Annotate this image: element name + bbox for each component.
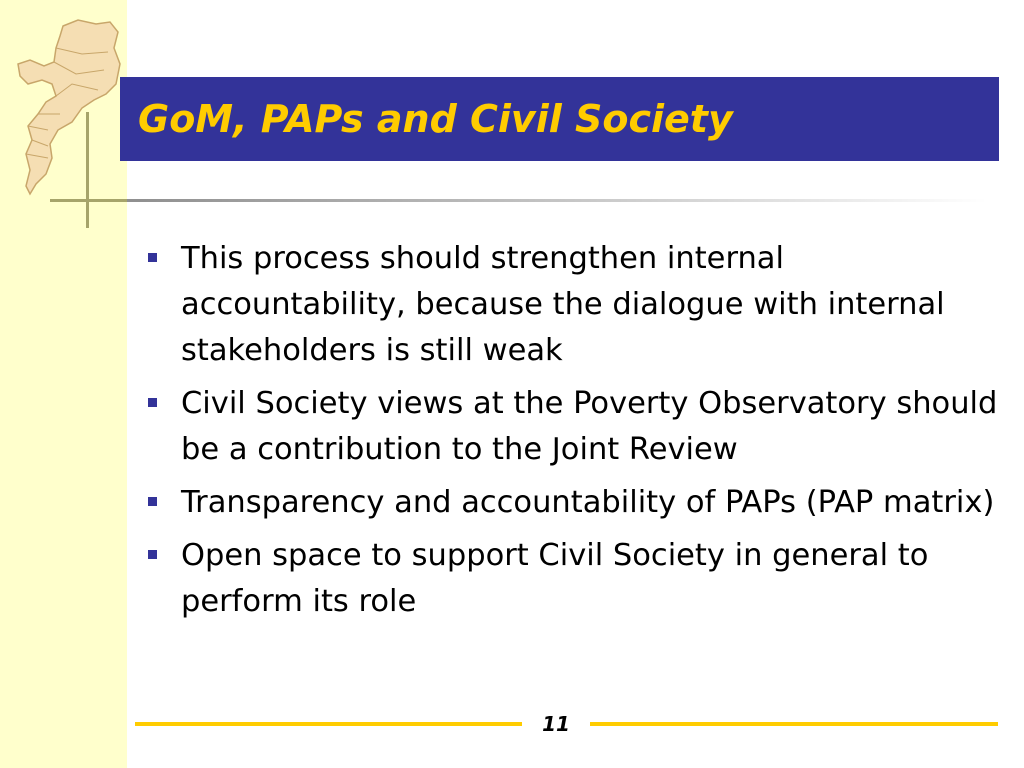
bullet-text: This process should strengthen internal accountability, because the dialogue with internal stakeholders is still weak [181, 241, 945, 368]
footer-line-left [135, 722, 522, 726]
square-bullet-icon [148, 550, 157, 559]
horizontal-accent-line [50, 199, 128, 202]
slide-title: GoM, PAPs and Civil Society [138, 97, 733, 141]
title-bar [120, 77, 999, 161]
bullet-text: Transparency and accountability of PAPs (PAP matrix) [181, 485, 995, 520]
bullet-item [148, 236, 998, 374]
footer-line-right [590, 722, 998, 726]
square-bullet-icon [148, 398, 157, 407]
mozambique-map-icon [8, 18, 128, 203]
bullet-item [148, 381, 998, 473]
bullet-text: Civil Society views at the Poverty Observatory should be a contribution to the Joint Review [181, 386, 998, 467]
vertical-accent-line [86, 112, 89, 228]
bullet-item [148, 480, 998, 526]
bullet-item [148, 533, 998, 625]
square-bullet-icon [148, 253, 157, 262]
page-number: 11 [542, 712, 570, 736]
bullet-list [148, 236, 998, 632]
title-underline [127, 199, 987, 202]
bullet-text: Open space to support Civil Society in general to perform its role [181, 538, 929, 619]
square-bullet-icon [148, 497, 157, 506]
